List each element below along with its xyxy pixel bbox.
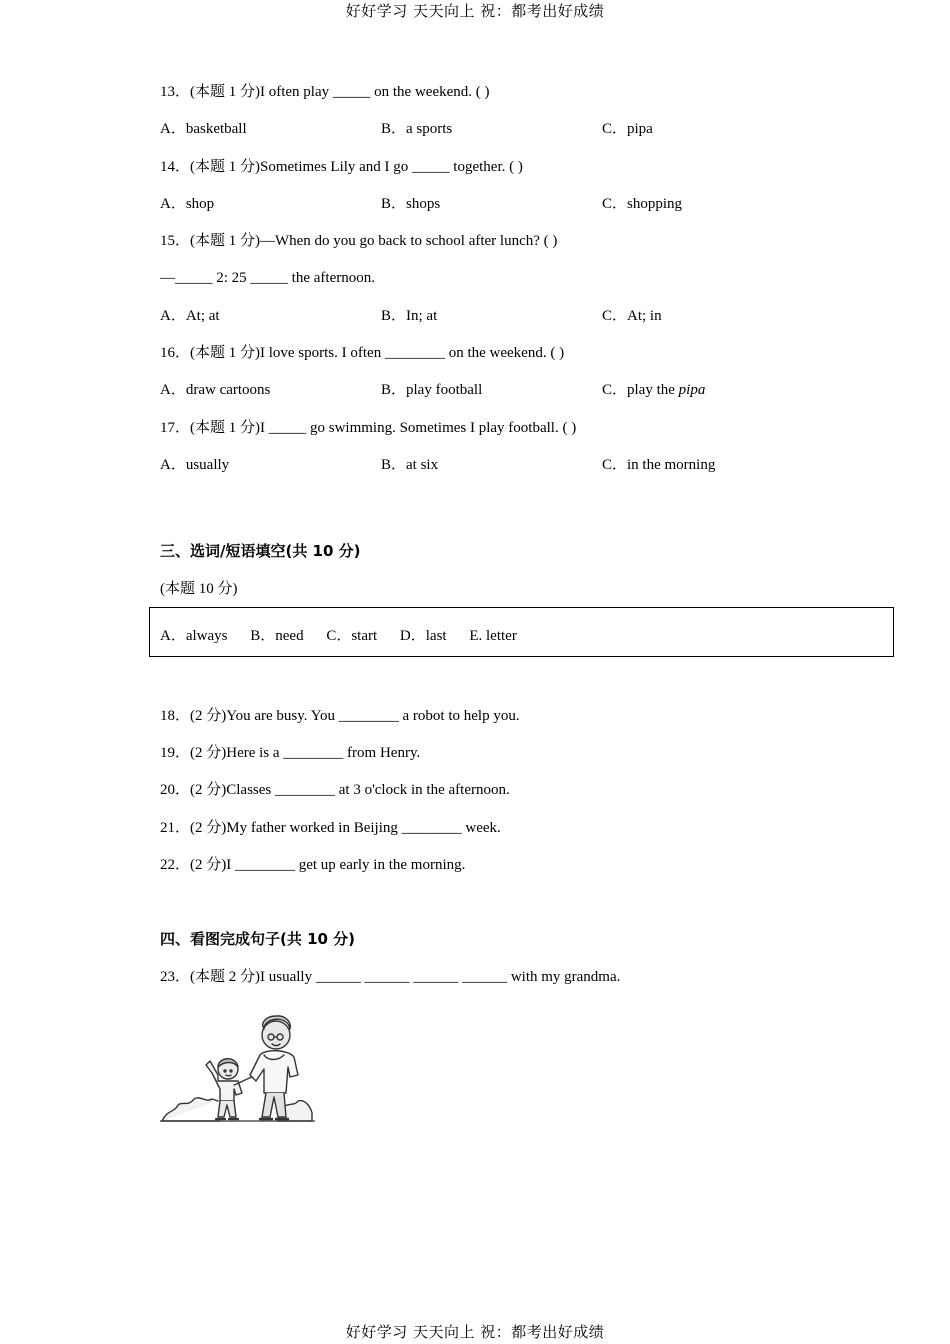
word-e: E. letter — [469, 628, 517, 644]
word-bank — [160, 624, 536, 645]
q15-option-a: A．At; at — [160, 308, 220, 324]
word-b: B．need — [250, 628, 304, 644]
q13-option-b: B．a sports — [381, 121, 453, 137]
q17-option-b: B．at six — [381, 457, 439, 473]
q13-option-a: A．basketball — [160, 121, 247, 137]
q16-option-a: A．draw cartoons — [160, 382, 271, 398]
question-17: 17．(本题 1 分)I _____ go swimming. Sometimes I play football. ( ) — [160, 420, 577, 436]
page-footer: 好好学习 天天向上 祝：都考出好成绩 — [345, 1323, 605, 1341]
word-d: D．last — [399, 628, 447, 644]
q17-option-a: A．usually — [160, 457, 230, 473]
question-20: 20．(2 分)Classes ________ at 3 o'clock in the afternoon. — [160, 782, 510, 798]
page-header: 好好学习 天天向上 祝：都考出好成绩 — [345, 2, 605, 20]
question-14: 14．(本题 1 分)Sometimes Lily and I go _____ together. ( ) — [160, 159, 523, 175]
question-19: 19．(2 分)Here is a ________ from Henry. — [160, 745, 421, 761]
question-21: 21．(2 分)My father worked in Beijing ________ week. — [160, 820, 501, 836]
section-3-note: (本题 10 分) — [160, 581, 238, 597]
word-a: A．always — [160, 628, 228, 644]
q13-option-c: C．pipa — [602, 121, 653, 137]
q16-option-b: B．play football — [381, 382, 483, 398]
question-22: 22．(2 分)I ________ get up early in the morning. — [160, 857, 466, 873]
q15-option-b: B．In; at — [381, 308, 438, 324]
q16-option-c-italic: pipa — [678, 382, 706, 398]
q16-option-c — [602, 380, 705, 400]
question-15: 15．(本题 1 分)—When do you go back to school after lunch? ( ) — [160, 233, 558, 249]
word-bank-box — [149, 607, 894, 657]
question-16: 16．(本题 1 分)I love sports. I often ________ on the weekend. ( ) — [160, 345, 565, 361]
section-3-title: 三、选词/短语填空(共 10 分) — [160, 542, 361, 560]
q14-option-a: A．shop — [160, 196, 215, 212]
q17-option-c: C．in the morning — [602, 457, 716, 473]
q16-option-c-prefix: C．play the — [602, 382, 679, 398]
q15-option-c: C．At; in — [602, 308, 662, 324]
section-4-title: 四、看图完成句子(共 10 分) — [160, 930, 356, 948]
question-15-answer-line: —_____ 2: 25 _____ the afternoon. — [160, 270, 375, 286]
question-23: 23．(本题 2 分)I usually ______ ______ ______ ______ with my grandma. — [160, 969, 621, 985]
word-c: C．start — [326, 628, 378, 644]
question-13: 13．(本题 1 分)I often play _____ on the weekend. ( ) — [160, 84, 490, 100]
q14-option-c: C．shopping — [602, 196, 683, 212]
question-18: 18．(2 分)You are busy. You ________ a robot to help you. — [160, 708, 520, 724]
q14-option-b: B．shops — [381, 196, 441, 212]
grandma-child-walking-illustration — [160, 1013, 315, 1131]
